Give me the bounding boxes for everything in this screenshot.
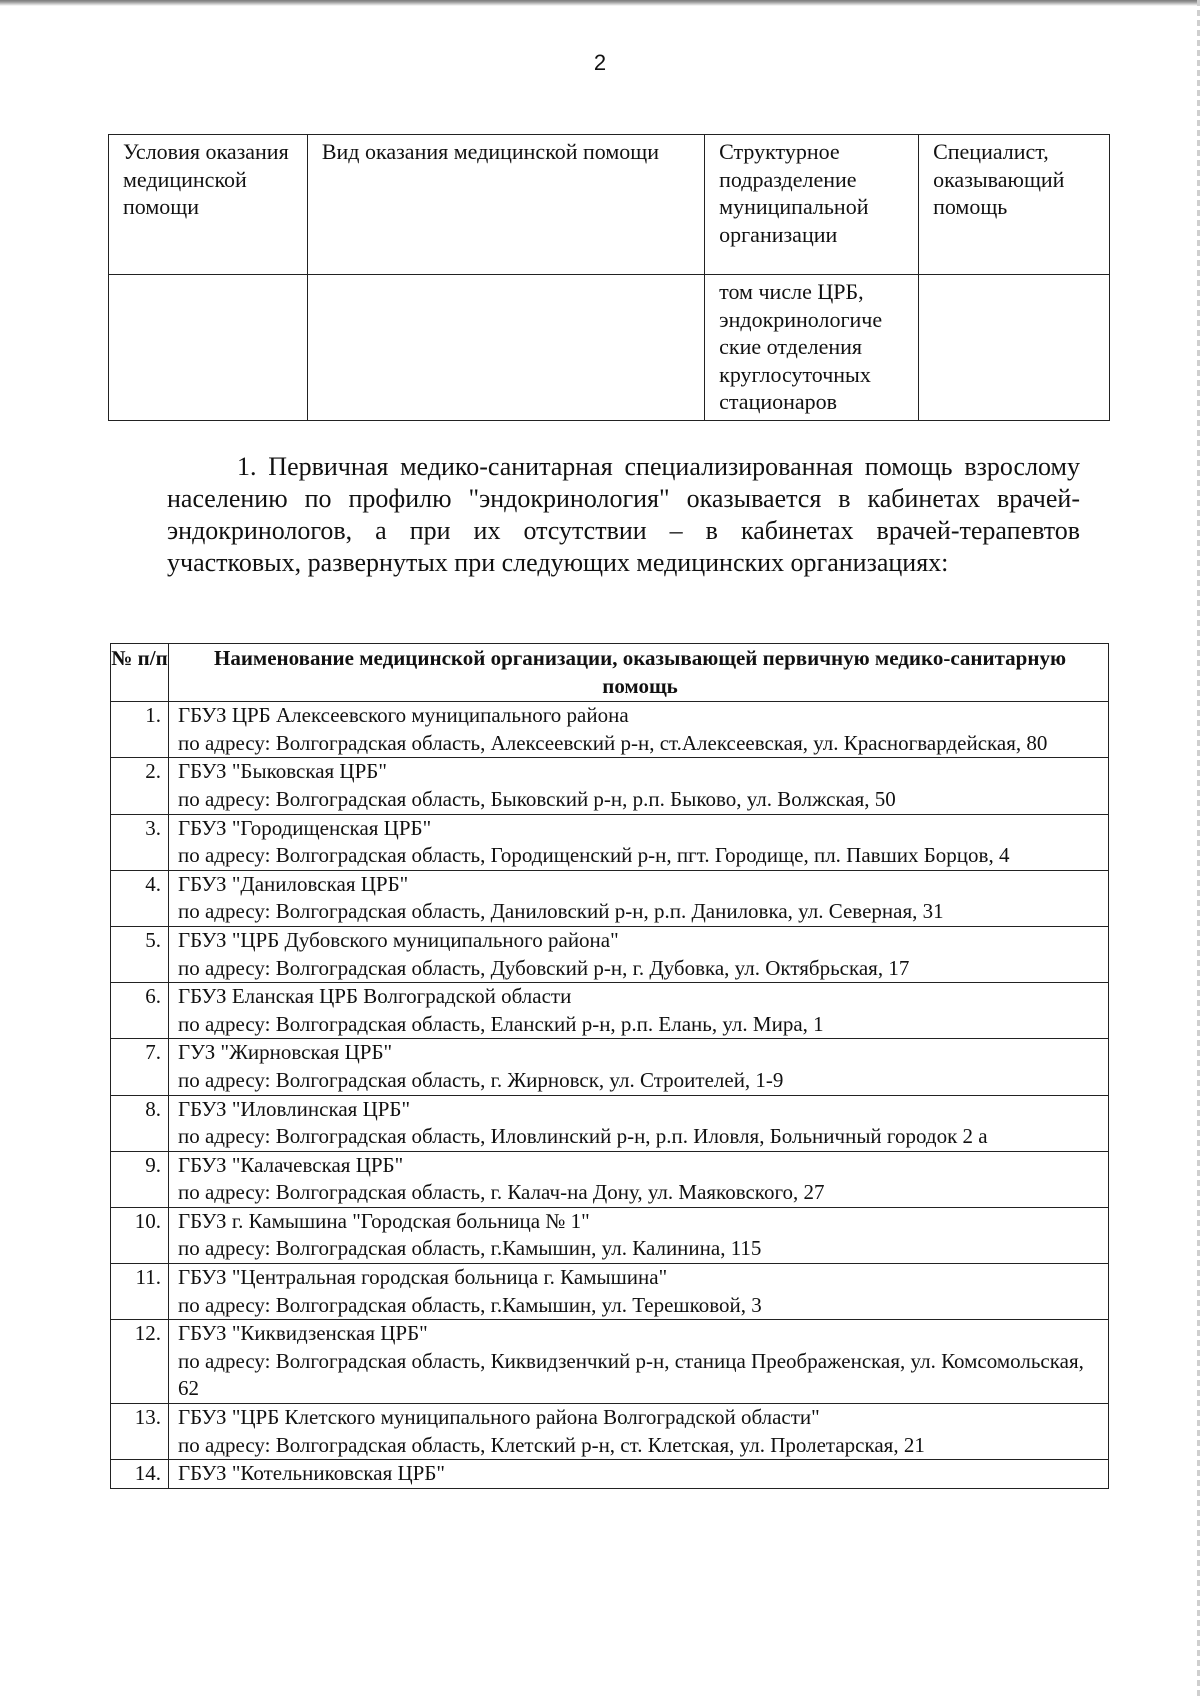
- header-care-type: Вид оказания медицинской помощи: [307, 135, 704, 275]
- header-structural-unit: Структурное подразделение муниципальной организации: [705, 135, 919, 275]
- cell-specialist: [919, 275, 1110, 421]
- organization-name: ГБУЗ "Городищенская ЦРБ": [178, 815, 432, 840]
- organization-address: по адресу: Волгоградская область, Клетский р-н, ст. Клетская, ул. Пролетарская, 21: [178, 1432, 925, 1457]
- organization-address: по адресу: Волгоградская область, Иловлинский р-н, р.п. Иловля, Больничный городок 2 а: [178, 1124, 988, 1149]
- organization-address: по адресу: Волгоградская область, Дубовский р-н, г. Дубовка, ул. Октябрьская, 17: [178, 955, 910, 980]
- row-organization: [169, 758, 1109, 814]
- conditions-table-header: [109, 135, 1110, 275]
- organizations-table: [110, 643, 1109, 1489]
- row-organization: [169, 814, 1109, 870]
- organization-name: ГБУЗ "Центральная городская больница г. Камышина": [178, 1265, 668, 1290]
- organization-address: по адресу: Волгоградская область, Даниловский р-н, р.п. Даниловка, ул. Северная, 31: [178, 899, 944, 924]
- row-organization: [169, 1460, 1109, 1489]
- table-row: [111, 1207, 1109, 1263]
- cell-care-type: [307, 275, 704, 421]
- table-row: [111, 1151, 1109, 1207]
- conditions-table-row: [109, 275, 1110, 421]
- table-row: [111, 1039, 1109, 1095]
- organization-address: по адресу: Волгоградская область, Киквидзенчкий р-н, станица Преображенская, ул. Комсомольская, 62: [178, 1348, 1084, 1401]
- organization-address: по адресу: Волгоградская область, Городищенский р-н, пгт. Городище, пл. Павших Борцов, 4: [178, 843, 1010, 868]
- row-number: 14.: [111, 1460, 169, 1489]
- paragraph-text: 1. Первичная медико-санитарная специализированная помощь взрослому населению по профилю "эндокринология" оказывается в кабинетах врачей-эндокринологов, а при их отсутствии – в кабинетах врачей-терапевтов участковых, развернутых при следующих медицинских организациях:: [167, 452, 1080, 577]
- header-conditions: Условия оказания медицинской помощи: [109, 135, 308, 275]
- row-number: 5.: [111, 926, 169, 982]
- organization-name: ГБУЗ "ЦРБ Дубовского муниципального района": [178, 927, 619, 952]
- table-row: [111, 1320, 1109, 1404]
- organization-address: по адресу: Волгоградская область, Еланский р-н, р.п. Елань, ул. Мира, 1: [178, 1011, 824, 1036]
- row-number: 8.: [111, 1095, 169, 1151]
- organization-address: по адресу: Волгоградская область, Алексеевский р-н, ст.Алексеевская, ул. Красногвардейская, 80: [178, 730, 1048, 755]
- row-organization: [169, 1039, 1109, 1095]
- table-row: [111, 702, 1109, 758]
- organization-name: ГБУЗ "Калачевская ЦРБ": [178, 1152, 404, 1177]
- table-row: [111, 926, 1109, 982]
- row-number: 4.: [111, 870, 169, 926]
- row-organization: [169, 1320, 1109, 1404]
- organization-address: по адресу: Волгоградская область, Быковский р-н, р.п. Быково, ул. Волжская, 50: [178, 786, 896, 811]
- organization-name: ГБУЗ ЦРБ Алексеевского муниципального района: [178, 703, 629, 728]
- body-paragraph: [167, 451, 1080, 579]
- row-number: 3.: [111, 814, 169, 870]
- organizations-table-header: [111, 644, 1109, 702]
- header-specialist: Специалист, оказывающий помощь: [919, 135, 1110, 275]
- organization-name: ГБУЗ "ЦРБ Клетского муниципального района Волгоградской области": [178, 1405, 820, 1430]
- scan-top-edge: [0, 0, 1200, 6]
- organization-address: по адресу: Волгоградская область, г.Камышин, ул. Калинина, 115: [178, 1236, 762, 1261]
- organization-name: ГБУЗ г. Камышина "Городская больница № 1": [178, 1208, 590, 1233]
- organization-name: ГБУЗ "Быковская ЦРБ": [178, 759, 387, 784]
- row-organization: [169, 870, 1109, 926]
- row-organization: [169, 983, 1109, 1039]
- header-organization-name: Наименование медицинской организации, оказывающей первичную медико-санитарную помощь: [169, 644, 1109, 702]
- table-row: [111, 1404, 1109, 1460]
- row-number: 7.: [111, 1039, 169, 1095]
- organization-name: ГБУЗ "Даниловская ЦРБ": [178, 871, 409, 896]
- organization-name: ГБУЗ "Котельниковская ЦРБ": [178, 1461, 445, 1486]
- row-organization: [169, 1207, 1109, 1263]
- row-number: 11.: [111, 1264, 169, 1320]
- row-number: 13.: [111, 1404, 169, 1460]
- organization-name: ГБУЗ Еланская ЦРБ Волгоградской области: [178, 984, 572, 1009]
- organization-name: ГУЗ "Жирновская ЦРБ": [178, 1040, 393, 1065]
- organization-address: по адресу: Волгоградская область, г. Калач-на Дону, ул. Маяковского, 27: [178, 1180, 825, 1205]
- row-organization: [169, 702, 1109, 758]
- conditions-table: [108, 134, 1110, 421]
- table-row: [111, 814, 1109, 870]
- table-row: [111, 983, 1109, 1039]
- header-number: № п/п: [111, 644, 169, 702]
- row-number: 1.: [111, 702, 169, 758]
- table-row: [111, 1460, 1109, 1489]
- organization-address: по адресу: Волгоградская область, г. Жирновск, ул. Строителей, 1-9: [178, 1067, 784, 1092]
- page-number: 2: [593, 50, 607, 75]
- cell-conditions: [109, 275, 308, 421]
- row-number: 12.: [111, 1320, 169, 1404]
- row-organization: [169, 926, 1109, 982]
- row-number: 9.: [111, 1151, 169, 1207]
- organization-address: по адресу: Волгоградская область, г.Камышин, ул. Терешковой, 3: [178, 1292, 762, 1317]
- table-row: [111, 1264, 1109, 1320]
- row-organization: [169, 1264, 1109, 1320]
- table-row: [111, 1095, 1109, 1151]
- row-number: 6.: [111, 983, 169, 1039]
- table-row: [111, 758, 1109, 814]
- organization-name: ГБУЗ "Киквидзенская ЦРБ": [178, 1321, 428, 1346]
- organization-name: ГБУЗ "Иловлинская ЦРБ": [178, 1096, 411, 1121]
- row-organization: [169, 1095, 1109, 1151]
- row-number: 10.: [111, 1207, 169, 1263]
- row-organization: [169, 1151, 1109, 1207]
- row-organization: [169, 1404, 1109, 1460]
- table-row: [111, 870, 1109, 926]
- cell-structural-unit: том числе ЦРБ, эндокринологиче ские отделения круглосуточных стационаров: [705, 275, 919, 421]
- row-number: 2.: [111, 758, 169, 814]
